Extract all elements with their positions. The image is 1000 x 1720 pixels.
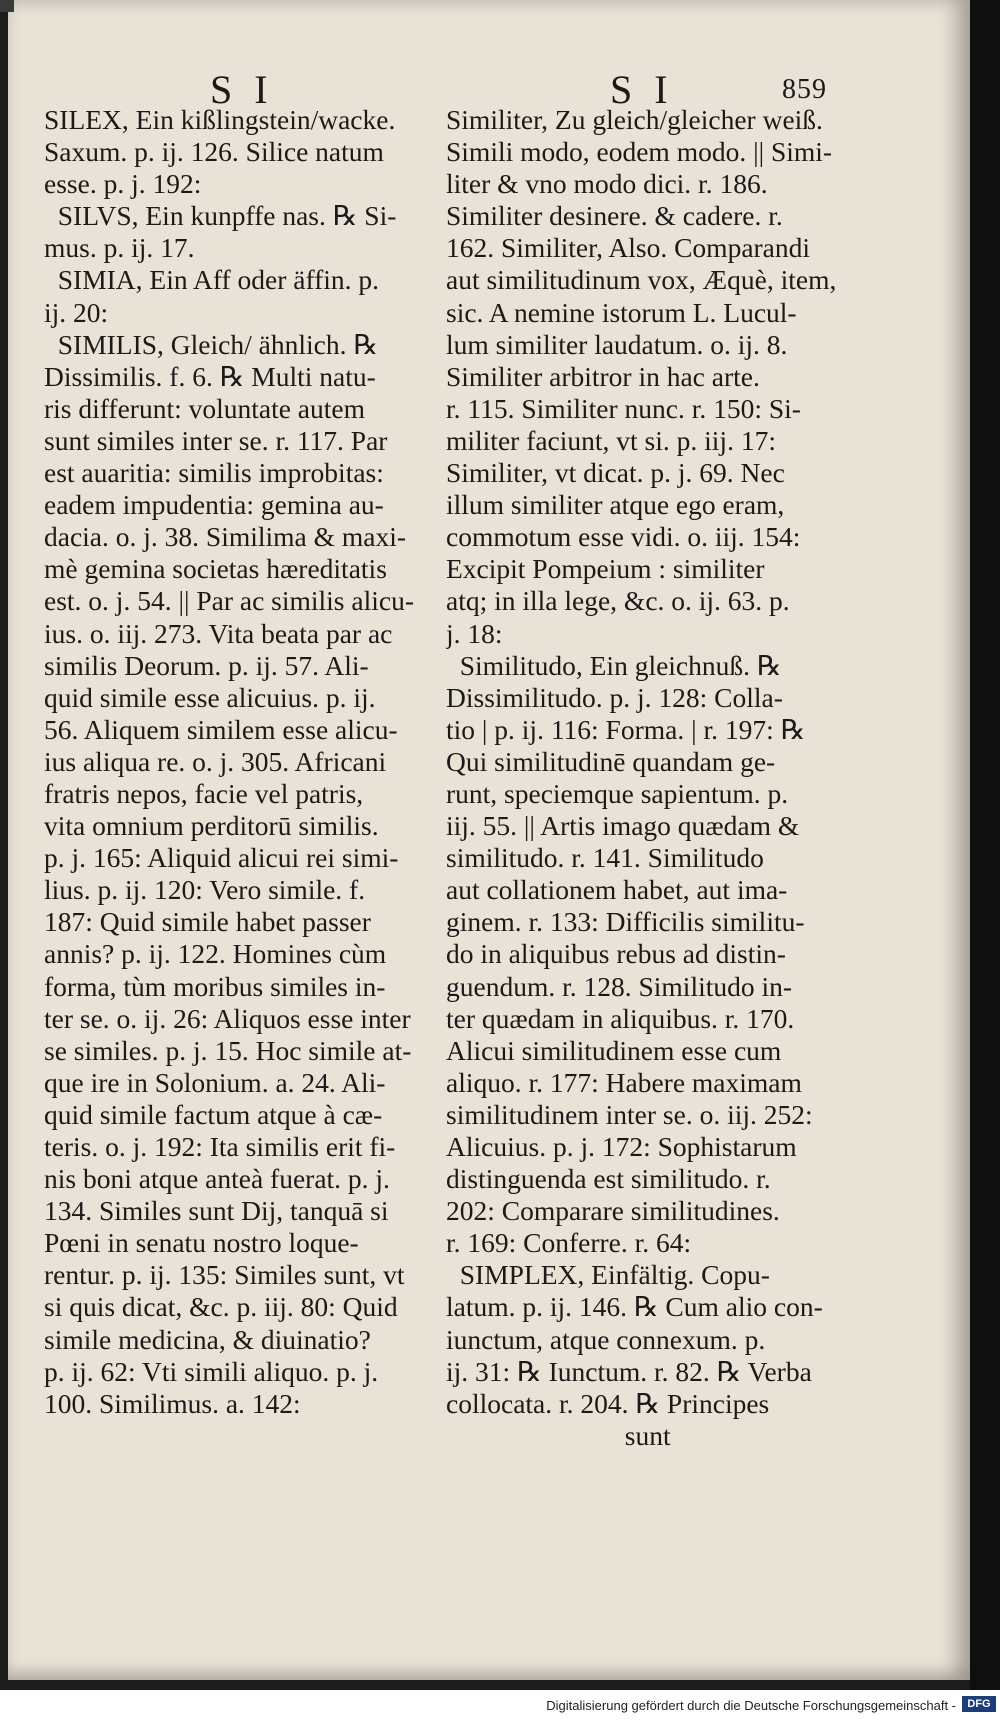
left-column-line: esse. p. j. 192: — [44, 168, 202, 200]
right-column-line: militer faciunt, vt si. p. iij. 17: — [446, 424, 776, 456]
left-text-column — [44, 104, 440, 1420]
left-column-line: est auaritia: similis improbitas: — [44, 457, 384, 489]
right-column-line: aut similitudinum vox, Æquè, item, — [446, 264, 837, 296]
left-column-line: est. o. j. 54. || Par ac similis alicu- — [44, 585, 414, 617]
right-column-line: sic. A nemine istorum L. Lucul- — [446, 296, 797, 328]
left-column-line: teris. o. j. 192: Ita similis erit fi- — [44, 1131, 396, 1162]
right-column-line: similitudo. r. 141. Similitudo — [446, 842, 764, 874]
right-column-line: Similiter, vt dicat. p. j. 69. Nec — [446, 457, 785, 489]
left-column-line: SILEX, Ein kißlingstein/wacke. — [44, 104, 396, 135]
right-column-line: Dissimilitudo. p. j. 128: Colla- — [446, 681, 783, 713]
right-column-line: Alicui similitudinem esse cum — [446, 1034, 782, 1066]
left-column-line: si quis dicat, &c. p. iij. 80: Quid — [44, 1291, 398, 1323]
right-column-line: r. 115. Similiter nunc. r. 150: Si- — [446, 392, 801, 424]
page-number: 859 — [782, 74, 827, 105]
left-column-line: ris differunt: voluntate autem — [44, 392, 366, 424]
right-column-line: ij. 31: ℞ Iunctum. r. 82. ℞ Verba — [446, 1355, 812, 1387]
right-column-line: iij. 55. || Artis imago quædam & — [446, 810, 800, 842]
left-column-line: que ire in Solonium. a. 24. Ali- — [44, 1066, 386, 1098]
left-column-line: similis Deorum. p. ij. 57. Ali- — [44, 649, 369, 681]
right-column-line: collocata. r. 204. ℞ Principes — [446, 1387, 770, 1419]
left-column-line: ius. o. iij. 273. Vita beata par ac — [44, 617, 393, 649]
left-column-line: Pœni in senatu nostro loque- — [44, 1227, 359, 1259]
left-column-line: vita omnium perditorū similis. — [44, 810, 379, 842]
left-column-line: p. j. 165: Aliquid alicui rei simi- — [44, 842, 399, 874]
right-column-line: sunt — [446, 1419, 671, 1451]
right-column-line: ginem. r. 133: Difficilis similitu- — [446, 906, 805, 938]
right-column-line: Similitudo, Ein gleichnuß. ℞ — [446, 649, 782, 681]
left-column-line: mè gemina societas hæreditatis — [44, 553, 387, 585]
right-column-line: tio | p. ij. 116: Forma. | r. 197: ℞ — [446, 713, 806, 745]
left-column-line: forma, tùm moribus similes in- — [44, 970, 386, 1002]
right-column-line: ter quædam in aliquibus. r. 170. — [446, 1002, 795, 1034]
corner-marker — [0, 0, 14, 12]
left-column-line: dacia. o. j. 38. Similima & maxi- — [44, 521, 407, 553]
right-column-line: lum similiter laudatum. o. ij. 8. — [446, 328, 788, 360]
right-column-line: illum similiter atque ego eram, — [446, 489, 785, 521]
dfg-logo: DFG — [962, 1696, 996, 1712]
left-column-line: nis boni atque anteà fuerat. p. j. — [44, 1163, 390, 1195]
right-column-line: 202: Comparare similitudines. — [446, 1195, 780, 1227]
left-column-line: ter se. o. ij. 26: Aliquos esse inter — [44, 1002, 411, 1034]
right-column-line: guendum. r. 128. Similitudo in- — [446, 970, 793, 1002]
left-column-line: Dissimilis. f. 6. ℞ Multi natu- — [44, 360, 376, 392]
right-column-line: Excipit Pompeium : similiter — [446, 553, 765, 585]
right-column-line: similitudinem inter se. o. iij. 252: — [446, 1098, 813, 1130]
right-text-column — [446, 104, 866, 1452]
right-column-line: SIMPLEX, Einfältig. Copu- — [446, 1259, 770, 1291]
left-column-line: ius aliqua re. o. j. 305. Africani — [44, 745, 387, 777]
left-column-line: p. ij. 62: Vti simili aliquo. p. j. — [44, 1355, 379, 1387]
right-column-line: 162. Similiter, Also. Comparandi — [446, 232, 811, 264]
left-column-line: 134. Similes sunt Dij, tanquā si — [44, 1195, 389, 1227]
right-column-line: Similiter arbitror in hac arte. — [446, 360, 760, 392]
right-column-line: r. 169: Conferre. r. 64: — [446, 1227, 692, 1259]
left-column-line: sunt similes inter se. r. 117. Par — [44, 424, 388, 456]
right-column-line: commotum esse vidi. o. iij. 154: — [446, 521, 801, 553]
left-column-line: SIMIA, Ein Aff oder äffin. p. — [44, 264, 380, 296]
left-column-line: 100. Similimus. a. 142: — [44, 1387, 301, 1419]
right-column-line: Simili modo, eodem modo. || Simi- — [446, 136, 833, 168]
left-column-line: mus. p. ij. 17. — [44, 232, 195, 264]
left-column-line: rentur. p. ij. 135: Similes sunt, vt — [44, 1259, 405, 1291]
left-column-line: se similes. p. j. 15. Hoc simile at- — [44, 1034, 412, 1066]
right-column-line: Similiter desinere. & cadere. r. — [446, 200, 783, 232]
footer-bar — [0, 1690, 1000, 1720]
left-column-line: fratris nepos, facie vel patris, — [44, 777, 364, 809]
right-column-line: Similiter, Zu gleich/gleicher weiß. — [446, 104, 823, 135]
left-column-line: ij. 20: — [44, 296, 109, 328]
right-column-line: aut collationem habet, aut ima- — [446, 874, 788, 906]
left-column-line: annis? p. ij. 122. Homines cùm — [44, 938, 387, 970]
running-head-left: S I — [210, 67, 274, 112]
right-column-line: Alicuius. p. j. 172: Sophistarum — [446, 1131, 797, 1162]
running-head-right: S I — [610, 67, 674, 112]
left-column-line: eadem impudentia: gemina au- — [44, 489, 384, 521]
left-column-line: 187: Quid simile habet passer — [44, 906, 371, 938]
right-column-line: distinguenda est similitudo. r. — [446, 1163, 771, 1195]
right-column-line: do in aliquibus rebus ad distin- — [446, 938, 786, 970]
left-column-line: lius. p. ij. 120: Vero simile. f. — [44, 874, 366, 906]
right-column-line: liter & vno modo dici. r. 186. — [446, 168, 768, 200]
right-column-line: iunctum, atque connexum. p. — [446, 1323, 766, 1355]
page-edge-shadow — [970, 0, 1000, 1690]
right-column-line: latum. p. ij. 146. ℞ Cum alio con- — [446, 1291, 823, 1323]
left-column-line: 56. Aliquem similem esse alicu- — [44, 713, 398, 745]
left-column-line: quid simile esse alicuius. p. ij. — [44, 681, 376, 713]
right-column-line: Qui similitudinē quandam ge- — [446, 745, 776, 777]
funding-credit: Digitalisierung gefördert durch die Deutsche Forschungsgemeinschaft - — [546, 1698, 956, 1713]
left-column-line: Saxum. p. ij. 126. Silice natum — [44, 136, 384, 168]
right-column-line: atq; in illa lege, &c. o. ij. 63. p. — [446, 585, 790, 617]
right-column-line: runt, speciemque sapientum. p. — [446, 777, 789, 809]
left-column-line: quid simile factum atque à cæ- — [44, 1098, 383, 1130]
left-column-line: SIMILIS, Gleich/ ähnlich. ℞ — [44, 328, 378, 360]
left-column-line: simile medicina, & diuinatio? — [44, 1323, 371, 1355]
right-column-line: aliquo. r. 177: Habere maximam — [446, 1066, 802, 1098]
right-column-line: j. 18: — [446, 617, 503, 649]
left-column-line: SILVS, Ein kunpffe nas. ℞ Si- — [44, 200, 397, 232]
